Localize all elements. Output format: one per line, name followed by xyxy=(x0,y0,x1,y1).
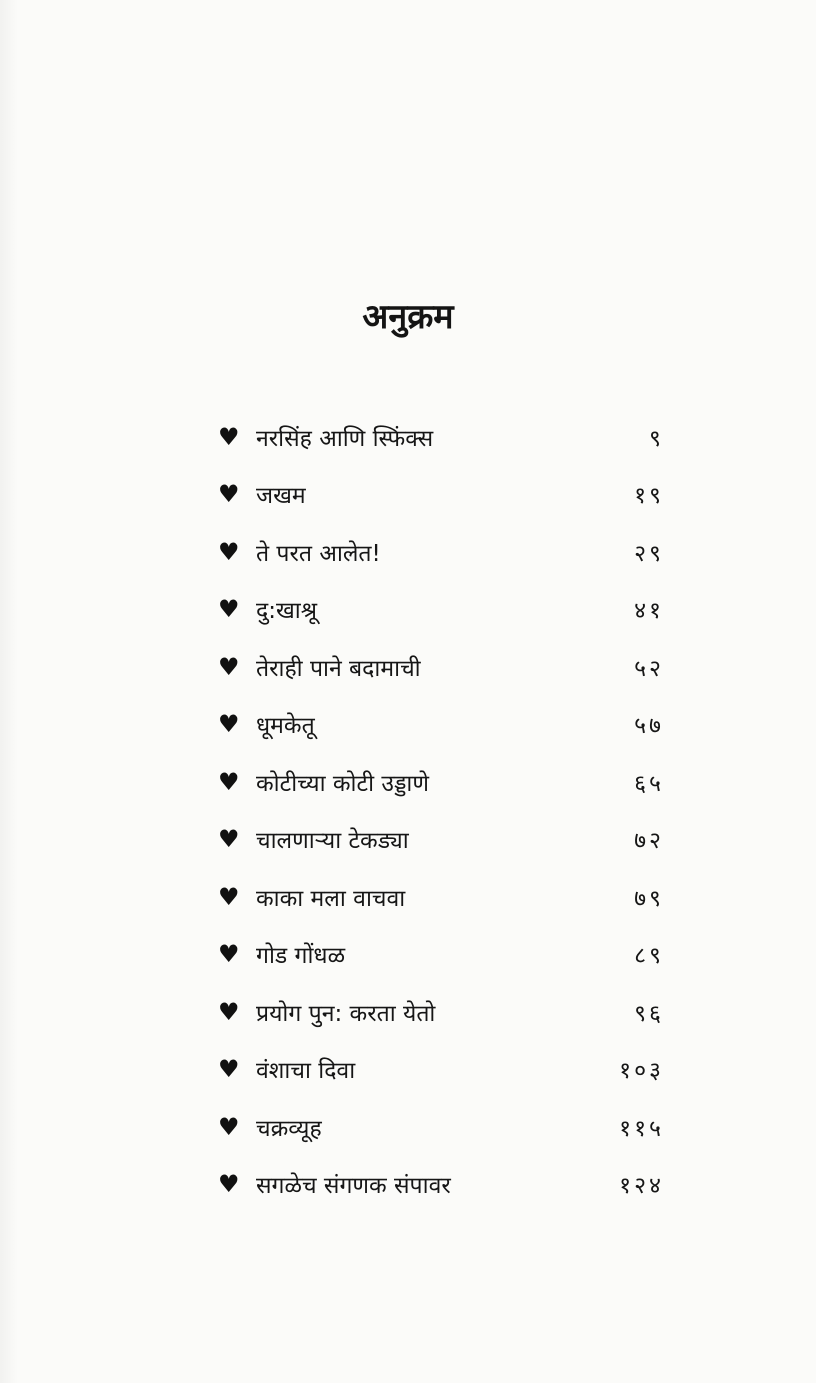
list-item xyxy=(218,581,664,639)
heart-icon: ♥ xyxy=(218,940,240,969)
page-number: ४१ xyxy=(634,598,664,625)
chapter-title: वंशाचा दिवा xyxy=(256,1058,356,1085)
list-item xyxy=(218,926,664,984)
list-item xyxy=(218,466,664,524)
heart-icon: ♥ xyxy=(218,710,240,739)
list-item xyxy=(218,868,664,926)
chapter-title: दु:खाश्रू xyxy=(256,598,318,625)
page-number: ६५ xyxy=(634,770,664,797)
list-item xyxy=(218,1098,664,1156)
page-number: १०३ xyxy=(619,1058,664,1085)
list-item xyxy=(218,408,664,466)
list-item xyxy=(218,811,664,869)
chapter-title: चालणाऱ्या टेकड्या xyxy=(256,828,409,855)
list-item xyxy=(218,983,664,1041)
list-item xyxy=(218,523,664,581)
list-item xyxy=(218,753,664,811)
heart-icon: ♥ xyxy=(218,882,240,911)
heart-icon: ♥ xyxy=(218,997,240,1026)
chapter-title: तेराही पाने बदामाची xyxy=(256,655,421,682)
page-number: ७२ xyxy=(634,828,664,855)
table-of-contents xyxy=(218,408,664,1213)
page-number: ५७ xyxy=(634,713,664,740)
page-number: ९ xyxy=(649,425,664,452)
list-item xyxy=(218,1041,664,1099)
chapter-title: काका मला वाचवा xyxy=(256,885,406,912)
page-number: ९६ xyxy=(634,1000,664,1027)
heart-icon: ♥ xyxy=(218,767,240,796)
page-number: ८९ xyxy=(634,943,664,970)
page-title: अनुक्रम xyxy=(362,297,454,337)
heart-icon: ♥ xyxy=(218,595,240,624)
chapter-title: नरसिंह आणि स्फिंक्स xyxy=(256,425,434,452)
chapter-title: जखम xyxy=(256,483,306,510)
heart-icon: ♥ xyxy=(218,1112,240,1141)
heart-icon: ♥ xyxy=(218,1055,240,1084)
heart-icon: ♥ xyxy=(218,422,240,451)
page-number: २९ xyxy=(634,540,664,567)
page-number: ११५ xyxy=(619,1115,664,1142)
heart-icon: ♥ xyxy=(218,652,240,681)
chapter-title: कोटीच्या कोटी उड्डाणे xyxy=(256,770,430,797)
chapter-title: ते परत आलेत! xyxy=(256,540,381,567)
chapter-title: चक्रव्यूह xyxy=(256,1115,322,1142)
chapter-title: गोड गोंधळ xyxy=(256,943,346,970)
chapter-title: प्रयोग पुन: करता येतो xyxy=(256,1000,436,1027)
page-number: १९ xyxy=(634,483,664,510)
list-item xyxy=(218,638,664,696)
list-item xyxy=(218,696,664,754)
page-number: ७९ xyxy=(634,885,664,912)
heart-icon: ♥ xyxy=(218,537,240,566)
chapter-title: सगळेच संगणक संपावर xyxy=(256,1173,451,1200)
page-number: १२४ xyxy=(619,1173,664,1200)
chapter-title: धूमकेतू xyxy=(256,713,315,740)
list-item xyxy=(218,1156,664,1214)
heart-icon: ♥ xyxy=(218,480,240,509)
heart-icon: ♥ xyxy=(218,825,240,854)
page-number: ५२ xyxy=(634,655,664,682)
heart-icon: ♥ xyxy=(218,1170,240,1199)
